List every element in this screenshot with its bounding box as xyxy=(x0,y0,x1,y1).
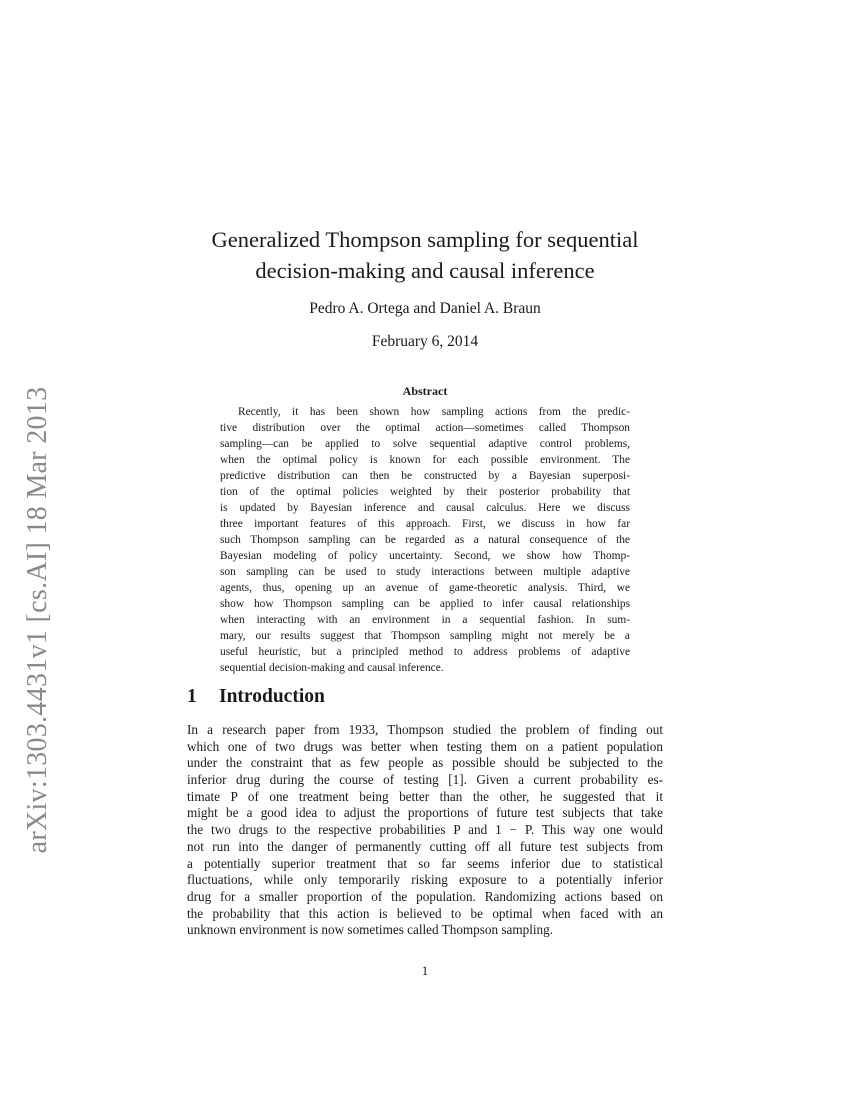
title-line: Generalized Thompson sampling for sequential xyxy=(211,227,639,252)
title-line: decision-making and causal inference xyxy=(255,258,595,283)
abstract-line: show how Thompson sampling can be applied to infer causal relationships xyxy=(220,598,630,610)
body-line: timate P of one treatment being better than the other, he suggested that it xyxy=(187,788,663,804)
abstract-heading: Abstract xyxy=(402,384,448,398)
introduction-body xyxy=(187,722,663,939)
paper-date: February 6, 2014 xyxy=(371,333,479,350)
section-title: Introduction xyxy=(219,686,325,707)
abstract-line: Bayesian modeling of policy uncertainty. Second, we show how Thomp- xyxy=(220,550,630,562)
body-line: might be a good idea to adjust the proportions of future test subjects that take xyxy=(187,805,663,821)
body-line: fluctuations, while only temporarily risking exposure to a potentially inferior xyxy=(187,872,663,888)
paper-authors: Pedro A. Ortega and Daniel A. Braun xyxy=(309,300,541,317)
body-line: In a research paper from 1933, Thompson studied the problem of finding out xyxy=(187,722,663,737)
abstract-line: is updated by Bayesian inference and causal calculus. Here we discuss xyxy=(220,502,630,514)
body-line: unknown environment is now sometimes called Thompson sampling. xyxy=(187,922,554,938)
body-line: which one of two drugs was better when testing them on a patient population xyxy=(187,738,663,754)
abstract-line: sampling—can be applied to solve sequential adaptive control problems, xyxy=(220,438,630,450)
abstract-line: mary, our results suggest that Thompson sampling might not merely be a xyxy=(220,630,630,642)
abstract-line: Recently, it has been shown how sampling actions from the predic- xyxy=(238,406,630,418)
abstract-line: when interacting with an environment in a sequential fashion. In sum- xyxy=(220,614,630,626)
section-number: 1 xyxy=(187,686,197,707)
section-heading-introduction xyxy=(187,686,325,708)
body-line: the two drugs to the respective probabilities P and 1 − P. This way one would xyxy=(187,822,663,838)
abstract-line: such Thompson sampling can be regarded as a natural consequence of the xyxy=(220,534,630,546)
abstract-line: when the optimal policy is known for each possible environment. The xyxy=(220,454,630,466)
abstract-line: tion of the optimal policies weighted by their posterior probability that xyxy=(220,486,630,498)
abstract-line: tive distribution over the optimal action—sometimes called Thompson xyxy=(220,422,630,434)
body-line: under the constraint that as few people as possible should be subjected to the xyxy=(187,755,663,771)
abstract-line: three important features of this approach. First, we discuss in how far xyxy=(220,518,630,530)
abstract-line: sequential decision-making and causal inference. xyxy=(220,662,444,674)
arxiv-identifier-stamp: arXiv:1303.4431v1 [cs.AI] 18 Mar 2013 xyxy=(22,386,53,854)
body-line: inferior drug during the course of testing [1]. Given a current probability es- xyxy=(187,772,663,788)
paper-title xyxy=(150,224,700,286)
abstract-body xyxy=(220,404,630,676)
abstract-line: son sampling can be used to study interactions between multiple adaptive xyxy=(220,566,630,578)
body-line: drug for a smaller proportion of the population. Randomizing actions based on xyxy=(187,888,663,904)
body-line: a potentially superior treatment that so far seems inferior due to statistical xyxy=(187,855,663,871)
body-line: the probability that this action is believed to be optimal when faced with an xyxy=(187,905,663,921)
abstract-line: agents, thus, opening up an avenue of game-theoretic analysis. Third, we xyxy=(220,582,630,594)
abstract-line: predictive distribution can then be constructed by a Bayesian superposi- xyxy=(220,470,630,482)
body-line: not run into the danger of permanently cutting off all future test subjects from xyxy=(187,838,663,854)
page-number: 1 xyxy=(421,963,429,978)
abstract-line: useful heuristic, but a principled method to address problems of adaptive xyxy=(220,646,630,658)
